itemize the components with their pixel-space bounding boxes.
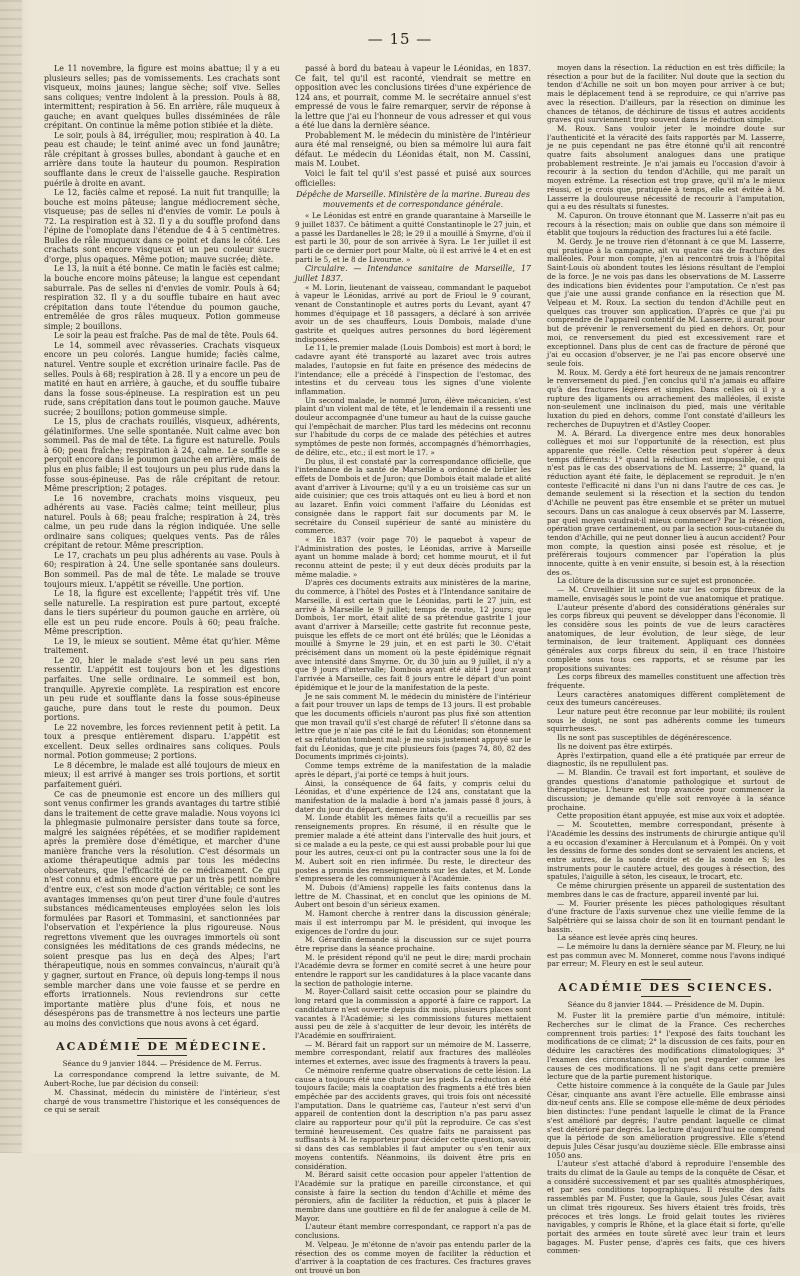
- paragraph: Probablement M. le médecin du ministère de l'intérieur aura été mal renseigné, ou bien sa mémoire lui aura fait défaut. Le médecin du Léonidas était, non M. Cassini, mais M. Loubet.: [295, 130, 531, 169]
- paragraph: passé à bord du bateau à vapeur le Léonidas, en 1837. Ce fait, tel qu'il est raconté, viendrait se mettre en opposition avec les conclusions tirées d'une expérience de 124 ans, et pourrait, comme M. le secrétaire annuel s'est empressé de vous le faire remarquer, servir de réponse à la lettre que j'ai eu l'honneur de vous adresser et qui vous a été lue dans la dernière séance.: [295, 64, 531, 131]
- paragraph: M. Velpeau. Je m'étonne de n'avoir pas entendu parler de la résection des os comme moyen de faciliter la réduction et d'arriver à la coaptation de ces fractures. Ces fractures graves ont trouvé un bon: [295, 1239, 531, 1275]
- paragraph: Ainsi, la conséquence de 64 faits, y compris celui du Léonidas, et d'une expérience de 124 ans, constatant que la manifestation de la maladie à bord n'a jamais passé 8 jours, à dater du jour du départ, demeure intacte.: [295, 778, 531, 814]
- paragraph: M. Hamont cherche à rentrer dans la discussion générale; mais il est interrompu par M. le président, qui invoque les exigences de l'ordre du jour.: [295, 909, 531, 936]
- paragraph: M. A. Bérard. La divergence entre mes deux honorables collègues et moi sur l'opportunité de la résection, est plus apparente que réelle. Cette résection peut s'opérer à deux temps différents: 1° quand la réduction est impossible, ce qui n'est pas le cas des observations de M. Lasserre; 2° quand, la réduction ayant été faite, le déplacement se reproduit. Je n'en conteste l'efficacité ni dans l'un ni dans l'autre de ces cas. Je demande seulement si la résection et la section du tendon d'Achille ne peuvent pas être ensemble et se prêter un mutuel secours. Dans un cas analogue à ceux observés par M. Lasserre, par quel moyen vaudrait-il mieux commencer? Par la résection, opération grave certainement, ou par la section sous-cutanée du tendon d'Achille, qui ne peut donner lieu à aucun accident? Pour mon compte, la question ainsi posée est résolue, et je préférerais toujours commencer par l'opération la plus innocente, quitte à en venir ensuite, si besoin est, à la résection des os.: [547, 428, 785, 577]
- column-2: [295, 64, 531, 1275]
- page-number: — 15 —: [367, 30, 433, 48]
- dispatch-title: Dépêche de Marseille. Ministère de la marine. Bureau des mouvements et de correspondance générale.: [296, 190, 530, 209]
- paragraph: M. Chassinat, médecin du ministère de l'intérieur, s'est chargé de vous transmettre l'historique et les conséquences de ce qui se serait: [44, 1087, 280, 1115]
- paragraph: Comme temps extrême de la manifestation de la maladie après le départ, j'ai porté ce temps à huit jours.: [295, 761, 531, 779]
- paragraph: Ce mémoire renferme quatre observations de cette lésion. La cause a toujours été une chute sur les pieds. La réduction a été toujours facile; mais la coaptation des fragments a été très bien empêchée par des accidents graves, qui trois fois ont nécessité l'amputation. Dans le quatrième cas, l'auteur n'est servi d'un appareil de contention dont la description n'a pas paru assez claire au rapporteur pour qu'il pût la reproduire. Ce cas s'est terminé heureusement. Ces quatre faits ne paraissent pas suffisants à M. le rapporteur pour décider cette question, savoir, si dans des cas semblables il faut amputer ou s'en tenir aux moyens contentifs. Néanmoins, ils doivent être pris en considération.: [295, 1065, 531, 1171]
- paragraph: Après l'extirpation, quand elle a été pratiquée par erreur de diagnostic, ils ne repullulent pas.: [547, 750, 785, 769]
- paragraph: — M. Blandin. Ce travail est fort important, et soulève de grandes questions d'anatomie pathologique et surtout de thérapeutique. L'heure est trop avancée pour commencer la discussion; je demande qu'elle soit renvoyée à la séance prochaine.: [547, 767, 785, 812]
- paragraph: Le soir, pouls à 84, irrégulier, mou; respiration à 40. La peau est chaude; le teint animé avec un fond jaunâtre; râle crépitant à grosses bulles, abondant à gauche et en arrière dans toute la hauteur du poumon. Respiration soufflante dans le creux de l'aisselle gauche. Respiration puérile à droite en avant.: [44, 130, 280, 188]
- paragraph: M. Roux. Sans vouloir jeter le moindre doute sur l'authenticité et la véracité des faits rapportés par M. Lasserre, je ne puis cependant ne pas être étonné qu'il ait rencontré quatre faits absolument analogues dans une pratique probablement restreinte. Je n'ai jamais eu l'occasion d'avoir à recourir à la section du tendon d'Achille, qui me paraît un moyen extrême. La résection est trop grave, qu'il m'a le mieux réussi, et je crois que, pratiquée à temps, elle est évitée à M. Lasserre la douloureuse nécessité de recourir à l'amputation, qui a eu des résultats si funestes.: [547, 123, 785, 212]
- paragraph: Cette histoire commence à la conquête de la Gaule par Jules César, cinquante ans avant l'ère actuelle. Elle embrasse ainsi dix-neuf cents ans. Elle se compose elle-même de deux périodes bien distinctes: l'une pendant laquelle le climat de la France s'est amélioré par degrés; l'autre pendant laquelle ce climat s'est détérioré par degrés. La lecture d'aujourd'hui ne comprend que la période de son amélioration progressive. Elle s'étend depuis Jules César jusqu'au douzième siècle. Elle embrasse ainsi 1050 ans.: [547, 1081, 785, 1160]
- paragraph: M. Londe établit les mêmes faits qu'il a recueillis par ses renseignements propres. En résumé, il en résulte que le premier malade a été atteint dans l'intervalle des huit jours, et si ce malade a eu la peste, ce qui est aussi probable pour lui que pour les autres, ceux-ci ont pu la contracter sous une la foi de M. Aubert soit en rien infirmée. Du reste, le directeur des postes a promis des renseignements sur les dates, et M. Londe s'empressera de les communiquer à l'Académie.: [295, 813, 531, 884]
- paragraph: Ce même chirurgien présente un appareil de sustentation des membres dans le cas de fracture, appareil inventé par lui.: [547, 881, 785, 899]
- paragraph: Voici le fait tel qu'il s'est passé et puisé aux sources officielles:: [295, 169, 531, 188]
- paragraph: Le 14, sommeil avec rêvasseries. Crachats visqueux encore un peu colorés. Langue humide; faciès calme, naturel. Ventre souple et excrétion urinaire facile. Pas de selles. Pouls à 68; respiration à 28. Il y a encore un peu de matité en haut en arrière, à gauche, et du souffle tubaire dans la fosse sous-épineuse. La respiration est un peu rude, sans crépitation dans tout le poumon gauche. Mauve sucrée; 2 bouillons; potion gommeuse simple.: [44, 340, 280, 417]
- paragraph: Le 13, la nuit a été bonne. Ce matin le faciès est calme; la bouche encore moins pâteuse; la langue est cependant saburrale. Pas de selles ni d'envies de vomir. Pouls à 64; respiration 32. Il y a du souffle tubaire en haut avec crépitation dans toute l'étendue du poumon gauche, entremêlée de gros râles muqueux. Potion gommeuse simple; 2 bouillons.: [44, 264, 280, 331]
- paragraph: L'auteur étant membre correspondant, ce rapport n'a pas de conclusions.: [295, 1222, 531, 1241]
- paragraph: « En 1837 (voir page 70) le paquebot à vapeur de l'Administration des postes, le Léonidas, arrive à Marseille ayant un homme malade à bord; cet homme mourut, et il fut reconnu atteint de peste; il y eut deux décès produits par la même maladie. »: [295, 534, 531, 579]
- column-1: [44, 64, 280, 1144]
- paragraph: Ce cas de pneumonie est encore un des milliers qui sont venus confirmer les grands avantages du tartre stibié dans le traitement de cette grave maladie. Nous voyons ici la phlegmasie pulmonaire persister dans toute sa force, malgré les saignées répétées, et se modifier rapidement après la première dose d'émétique, et marcher d'une manière franche vers la résolution. C'est désormais un axiome thérapeutique admis par tous les médecins observateurs, que l'efficacité de ce médicament. Ce qui n'est connu et admis encore que par un très petit nombre d'entre eux, c'est son mode d'action véritable; ce sont les avantages immenses qu'on peut tirer d'une foule d'autres substances médicamenteuses employées selon les lois formulées par Rasori et Tommasini, et sanctionnées par l'observation et l'expérience la plus rigoureuse. Nous regrettons vivement que les ouvrages immortels où sont consignées les méditations de ces grands médecins, ne soient presque pas lus en deçà des Alpes; l'art thérapeutique, nous en sommes convaincus, n'aurait qu'à y gagner, surtout en France, où depuis long-temps il nous semble marcher dans une voie fausse et se perdre en efforts irrationnels. Nous reviendrons sur cette importante matière plus d'une fois, et nous ne désespérons pas de transmettre à nos lecteurs une partie au moins des convictions que nous avons à cet égard.: [44, 789, 280, 1028]
- paragraph: M. Capuron. On trouve étonnant que M. Lasserre n'ait pas eu recours à la résection; mais on oublie que dans son mémoire il établit que toujours la réduction des fractures lui a été facile.: [547, 210, 785, 238]
- paragraph: M. Roux. M. Gerdy a été fort heureux de ne jamais rencontrer le renversement du pied. J'en conclus qu'il n'a jamais eu affaire qu'à des fractures légères et simples. Dans celles où il y a rupture des ligaments ou arrachement des malléoles, il existe non-seulement une inclinaison du pied, mais une véritable luxation du pied en dehors, comme l'ont constaté d'ailleurs les recherches de Dupuytren et d'Astley Cooper.: [547, 367, 785, 429]
- session-line: Séance du 9 janvier 1844. — Présidence de M. Ferrus.: [62, 1058, 262, 1068]
- paragraph: — M. Fourier présente les pièces pathologiques résultant d'une fracture de l'axis survenue chez une vieille femme de la Salpêtrière qui se laissa choir de son lit en tournant pendant le bassin.: [547, 898, 785, 934]
- paragraph: — M. Cruveilhier lit une note sur les corps fibreux de la mamelle, envisagés sous le point de vue anatomique et pratique.: [547, 585, 785, 603]
- paragraph: Le 11, le premier malade (Louis Dombois) est mort à bord; le cadavre ayant été transporté au lazaret avec trois autres malades, l'autopsie en fut faite en présence des médecins de l'intendance; elle a précédé à l'inspection de l'estomac, des intestins et du cerveau tous les signes d'une violente inflammation.: [295, 343, 531, 396]
- paragraph: — M. Bérard fait un rapport sur un mémoire de M. Lasserre, membre correspondant, relatif aux fractures des malléoles internes et externes, avec issue des fragments à travers la peau.: [295, 1039, 531, 1067]
- paragraph: Un second malade, le nommé Juron, élève mécanicien, s'est plaint d'un violent mal de tête, et le lendemain il a ressenti une douleur accompagnée d'une tumeur au haut de la cuisse gauche qui l'empêchait de marcher. Plus tard les médecins ont reconnu sur l'habitude du corps de ce malade des pétéchies et autres symptômes de peste non formés, accompagnés d'hémorrhagies, de délire, etc., etc.; il est mort le 17. »: [295, 395, 531, 457]
- paragraph: M. Bérard saisit cette occasion pour appeler l'attention de l'Académie sur la pratique en pareille circonstance, et qui consiste à faire la section du tendon d'Achille et même des péroniers, afin de faciliter la réduction, et puis à placer le membre dans une gouttière en fil de fer analogue à celle de M. Mayor.: [295, 1170, 531, 1223]
- paragraph: — Le mémoire lu dans la dernière séance par M. Fleury, ne lui est pas commun avec M. Monneret, comme nous l'avons indiqué par erreur; M. Fleury en est le seul auteur.: [547, 942, 785, 969]
- paragraph: Ils ne sont pas susceptibles de dégénérescence.: [557, 733, 732, 743]
- paragraph: M. Gerdy. Je ne trouve rien d'étonnant à ce que M. Lasserre, qui pratique à la campagne, ait vu quatre cas de fracture des malléoles. Pour mon compte, j'en ai rencontré trois à l'hôpital Saint-Louis où abondent toutes les lésions résultant de l'emploi de la force. Je ne vois pas dans les observations de M. Lasserre des indications bien évidentes pour l'amputation. Ce n'est pas que j'aie une aussi grande confiance en la résection que M. Velpeau et M. Roux. La section du tendon d'Achille peut en quelques cas trouver son application. D'après ce que j'ai pu comprendre de l'appareil contentif de M. Lasserre, il aurait pour but de prévenir le renversement du pied en dehors. Or, pour moi, ce renversement du pied est excessivement rare et exceptionnel. Dans plus de cent cas de fracture de péroné que j'ai eu occasion d'observer, je ne l'ai pas encore observé une seule fois.: [547, 237, 785, 368]
- paragraph: Ils ne doivent pas être extirpés.: [557, 741, 673, 751]
- paragraph: Le soir la peau est fraîche. Pas de mal de tête. Pouls 64.: [54, 331, 279, 341]
- paragraph: M. Dubois (d'Amiens) rappelle les faits contenus dans la lettre de M. Chassinat, et en conclut que les opinions de M. Aubert ont besoin d'un sérieux examen.: [295, 883, 531, 910]
- paragraph: moyen dans la résection. La réduction en est très difficile; la résection a pour but de la faciliter. Nul doute que la section du tendon d'Achille ne soit un bon moyen pour arriver à ce but; mais le déplacement tend à se reproduire, ce qui n'arrive pas avec la résection. D'ailleurs, par la résection on diminue les chances de tétanos, de déchirure de tissus et autres accidents graves qui surviennent trop souvent dans le réduction simple.: [547, 63, 785, 125]
- paragraph: M. Gérardin demande si la discussion sur ce sujet pourra être reprise dans la séance prochaine.: [295, 935, 531, 953]
- paragraph: Leurs caractères anatomiques diffèrent complètement de ceux des tumeurs cancéreuses.: [547, 689, 785, 708]
- paragraph: D'après ces documents extraits aux ministères de la marine, du commerce, à l'hôtel des Postes et à l'Intendance sanitaire de Marseille, il est certain que le Léonidas, parti le 27 juin, est arrivé à Marseille le 9 juillet; temps de route, 12 jours; que Dombois, 1er mort, était alité de sa prétendue gastrite 1 jour avant d'arriver à Marseille; cette gastrite fut reconnue peste, puisque les effets de ce mort ont été brûlés; que le Léonidas a mouillé à Smyrne le 29 juin, et en est parti le 30. C'était précisément dans un moment où la peste épidémique régnait avec intensité dans Smyrne. Or, du 30 juin au 9 juillet, il n'y a que 9 jours d'intervalle; Dombois ayant été alité 1 jour avant l'arrivée à Marseille, ces fait 8 jours entre le départ d'un point épidémique et le jour de la manifestation de la peste.: [295, 578, 531, 692]
- paragraph: M. le président répond qu'il ne peut le dire; mardi prochain l'Académie devra se former en comité secret à une heure pour entendre le rapport sur les candidatures à la place vacante dans la section de pathologie interne.: [295, 952, 531, 988]
- paragraph: La correspondance comprend la lettre suivante, de M. Aubert-Roche, lue par décision du conseil:: [44, 1070, 280, 1089]
- section-heading-academie-sciences: ACADÉMIE DES SCIENCES.: [547, 979, 785, 997]
- paragraph: Du plus, il est constaté par la correspondance officielle, que l'intendance de la santé de Marseille a ordonné de brûler les effets de Dombois et de Juron; que Dombois était malade et alité avant d'arriver à Livourne; qu'il y a eu un troisième cas sur un aide cuisinier; que ces trois attaqués ont eu lieu à bord et non au lazaret. Enfin voici comment l'affaire du Léonidas est consignée dans le rapport fait sur documents par M. le secrétaire du Conseil supérieur de santé au ministère du commerce.: [295, 456, 531, 536]
- session-line: Séance du 8 janvier 1844. — Présidence de M. Dupin.: [567, 999, 765, 1009]
- paragraph: Les corps fibreux des mamelles constituent une affection très fréquente.: [547, 672, 785, 690]
- paragraph: Le 8 décembre, le malade est allé toujours de mieux en mieux; il est arrivé à manger ses trois portions, et sortit parfaitement guéri.: [44, 760, 280, 790]
- paragraph: Le 11 novembre, la figure est moins abattue; il y a eu plusieurs selles; pas de vomissements. Les crachats sont visqueux, moins jaunes; langue sèche; soif vive. Selles sans coliques; ventre indolent à la pression. Pouls à 88, intermittent; respiration à 56. En arrière, râle muqueux à gauche; en avant quelques bulles disséminées de râle crépitant. On continue la même potion stibiée et la diète.: [44, 64, 280, 131]
- paragraph: — M. Scoutetten, membre correspondant, présente à l'Académie les dessins des instruments de chirurgie antique qu'il a eu occasion d'examiner à Herculanum et à Pompéi. On y voit les dessins de forme des sondes dont se servaient les anciens, et entre autres, de la sonde droite et de la sonde en S; les instruments pour le cautère actuel, des gouges à résection, des spatules, l'aiguille à séton, les ciseaux, le trocart, etc.: [547, 820, 785, 882]
- paragraph: L'auteur présente d'abord des considérations générales sur les corps fibreux qui peuvent se développer dans l'économie. Il les considère sous les points de vue de leurs caractères anatomiques, de leur évolution, de leur siège, de leur terminaison, de leur traitement. Appliquant ces données générales aux corps fibreux du sein, il en trace l'histoire complète sous tous ces rapports, et se résume par les propositions suivantes:: [547, 602, 785, 673]
- paragraph: La clôture de la discussion sur ce sujet est prononcée.: [557, 576, 756, 586]
- paragraph: M. Fuster lit la première partie d'un mémoire, intitulé: Recherches sur le climat de la France. Ces recherches comprennent trois parties: 1° l'exposé des faits touchant les modifications de ce climat; 2° la discussion de ces faits, pour en déduire les caractères des modifications climatologiques; 3° l'examen des circonstances qu'on peut regarder comme les causes de ces modifications. Il ne s'agit dans cette première lecture que de la partie purement historique.: [547, 1011, 785, 1082]
- paragraph: Le 17, crachats un peu plus adhérents au vase. Pouls à 60; respiration à 24. Une selle spontanée sans douleurs. Bon sommeil. Pas de mal de tête. Le malade se trouve toujours mieux. L'appétit se réveille. Une portion.: [44, 550, 280, 589]
- circular-title: Circulaire. — Intendance sanitaire de Marseille, 17 juillet 1837.: [295, 264, 531, 283]
- binding-gutter: [0, 0, 22, 1153]
- paragraph: Le 16 novembre, crachats moins visqueux, peu adhérents au vase. Faciès calme; teint meilleur, plus naturel. Pouls à 68; peau fraîche; respiration à 24, très calme, un peu rude dans la région indiquée. Une selle ordinaire sans coliques; quelques vents. Pas de râles crépitant de retour. Même prescription.: [44, 493, 280, 551]
- paragraph: « M. Lorin, lieutenant de vaisseau, commandant le paquebot à vapeur le Léonidas, arrivé au port de Frioul le 9 courant, venant de Constantinople et autres ports du Levant, ayant 47 hommes d'équipage et 18 passagers, a déclaré à son arrivée avoir un de ses chauffeurs, Louis Dombois, malade d'une gastrite et quelques autres personnes du bord légèrement indisposées.: [295, 282, 531, 344]
- paragraph: Le 18, la figure est excellente; l'appétit très vif. Une selle naturelle. La respiration est pure partout, excepté dans le tiers supérieur du poumon gauche en arrière, où elle est un peu rude encore. Pouls à 60; peau fraîche. Même prescription.: [44, 589, 280, 637]
- paragraph: Je ne sais comment M. le médecin du ministère de l'intérieur a fait pour trouver un laps de temps de 13 jours. Il est probable que les documents officiels n'auront pas plus fixé son attention que mon travail qu'il s'est chargé de réfuter! Il s'étonne dans sa lettre que je n'aie pas cité le fait du Léonidas; son étonnement et sa réfutation tombent mal: je me suis justement appuyé sur le fait du Léonidas, que je cite plusieurs fois (pages 74, 80, 82 des Documents imprimés ci-joints).: [295, 691, 531, 762]
- paragraph: M. Royer-Collard saisit cette occasion pour se plaindre du long retard que la commission a apporté à faire ce rapport. La candidature n'est ouverte depuis dix mois, plusieurs places sont vacantes à l'Académie; si les commissions futures mettaient aussi peu de zèle à s'acquitter de leur devoir, les intérêts de l'Académie en souffriraient.: [295, 987, 531, 1040]
- paragraph: Cette proposition étant appuyée, est mise aux voix et adoptée.: [557, 811, 785, 821]
- paragraph: Le 15, plus de crachats rouillés, visqueux, adhérents, gélatiniformes. Une selle spontanée. Nuit calme avec bon sommeil. Pas de mal de tête. La figure est naturelle. Pouls à 60; peau fraîche; respiration à 24, calme. Le souffle se perçoit encore dans le poumon gauche en arrière, mais de plus en plus faible; il est toujours un peu plus rude dans la fosse sous-épineuse. Pas de râle crépitant de retour. Même prescription; 2 potages.: [44, 417, 280, 494]
- paragraph: La séance est levée après cinq heures.: [557, 933, 698, 943]
- paragraph: Leur nature peut être reconnue par leur mobilité; ils roulent sous le doigt, ne sont pas adhérents comme les tumeurs squirrheuses.: [547, 707, 785, 734]
- paragraph: L'auteur s'est attaché d'abord à reproduire l'ensemble des traits du climat de la Gaule au temps de la conquête de César, et a considéré successivement et par ses qualités atmosphériques, et par ses conditions topographiques. Il résulte des faits rassemblés par M. Fuster, que la Gaule, sous Jules César, avait un climat très rigoureux. Ses hivers étaient très froids, très précoces et très longs. Le froid gelait toutes les rivières navigables, y compris le Rhône, et la glace était si forte, qu'elle portait des armées en toute sûreté avec leur train et leurs bagages. M. Fuster pense, d'après ces faits, que ces hivers commen-: [547, 1159, 785, 1256]
- paragraph: Le 20, hier le malade s'est levé un peu sans rien ressentir. L'appétit est toujours bon et les digestions parfaites. Une selle ordinaire. Le sommeil est bon, tranquille. Apyrexie complète. La respiration est encore un peu rude et soufflante dans la fosse sous-épineuse gauche, pure dans tout le reste du poumon. Deux portions.: [44, 655, 280, 723]
- column-3: [547, 63, 785, 1256]
- paragraph: « Le Léonidas est entré en grande quarantaine à Marseille le 9 juillet 1837. Ce bâtiment a quitté Constantinople le 27 juin, et a passé les Dardanelles le 28; le 29 il a mouillé à Smyrne, d'où il est parti le 30, pour de son arrivée à Syra. Le 1er juillet il est parti de ce dernier port pour Malte, où il est arrivé le 4 et en est parti le 5, et le 8 de Livourne. »: [295, 211, 531, 264]
- paragraph: Le 22 novembre, les forces reviennent petit à petit. La toux a presque entièrement disparu. L'appétit est excellent. Deux selles ordinaires sans coliques. Pouls normal. Potion gommeuse; 2 portions.: [44, 722, 280, 761]
- paragraph: Le 12, faciès calme et reposé. La nuit fut tranquille; la bouche est moins pâteuse; langue médiocrement sèche, visqueuse; pas de selles ni d'envies de vomir. Le pouls à 72. La respiration est à 32. Il y a du souffle profond dans l'épine de l'omoplate dans l'étendue de 4 à 5 centimètres. Bulles de râle muqueux dans ce point et dans le côté. Les crachats sont encore visqueux et un peu couleur sucre d'orge, plus opaques. Même potion; mauve sucrée; diète.: [44, 188, 280, 264]
- paragraph: Le 19, le mieux se soutient. Même état qu'hier. Même traitement.: [44, 636, 280, 656]
- section-heading-academie-medecine: ACADÉMIE DE MÉDECINE.: [44, 1038, 280, 1056]
